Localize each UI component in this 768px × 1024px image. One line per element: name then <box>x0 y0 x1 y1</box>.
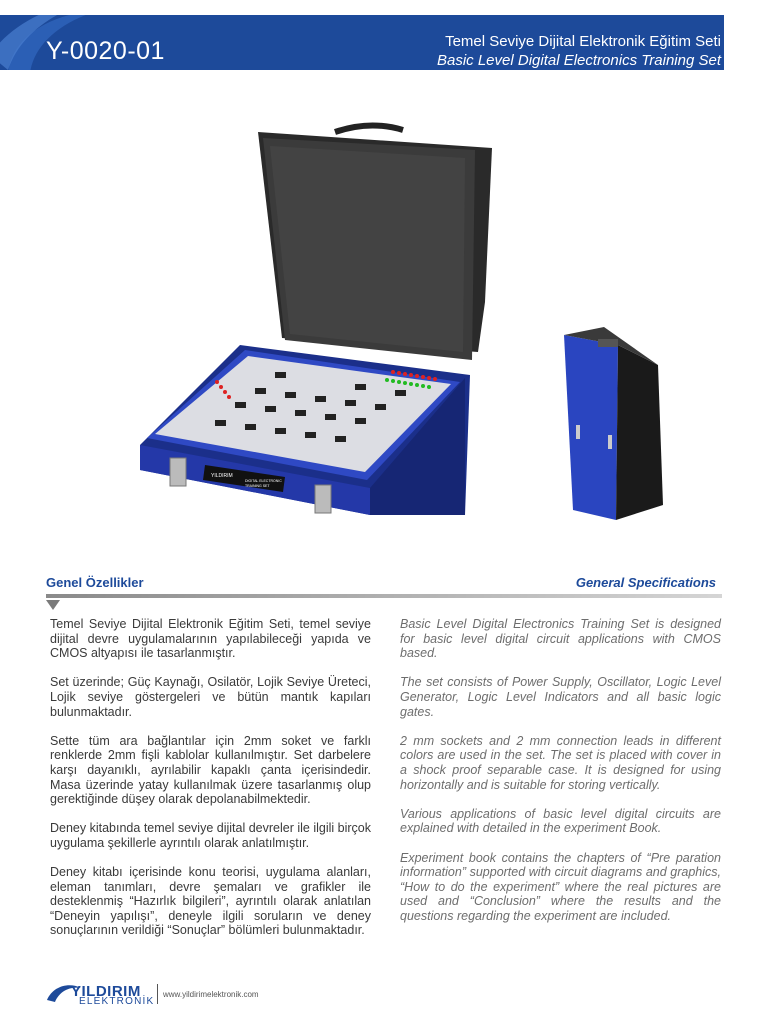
product-code: Y-0020-01 <box>46 37 165 65</box>
section-header <box>46 575 722 605</box>
title-turkish: Temel Seviye Dijital Elektronik Eğitim Seti <box>445 33 721 50</box>
turkish-paragraph-4: Deney kitabında temel seviye dijital devreler ile ilgili birçok uygulama şekillerle ayrıntılı olarak anlatılmıştır. <box>50 821 371 850</box>
footer-separator <box>157 984 158 1004</box>
english-column <box>400 617 721 938</box>
footer <box>45 982 345 1010</box>
section-label-english: General Specifications <box>575 575 716 590</box>
panel-brand: YILDIRIM <box>211 473 233 479</box>
header-banner <box>0 15 724 70</box>
turkish-column <box>50 617 371 953</box>
footer-website-link[interactable]: www.yildirimelektronik.com <box>163 990 259 999</box>
triangle-down-icon <box>46 600 60 610</box>
footer-brand-sub: ELEKTRONİK <box>79 996 155 1007</box>
panel-caption-2: TRAINING SET <box>245 484 270 488</box>
panel-caption-1: DIGITAL ELECTRONIC <box>245 479 282 483</box>
english-paragraph-5: Experiment book contains the chapters of “Pre paration information” supported with circuit diagrams and graphics, “How to do the experiment” where the real pictures are used and “Conclusion” where the results and the questions regarding the experiment are included. <box>400 850 721 923</box>
english-paragraph-1: Basic Level Digital Electronics Training Set is designed for basic level digital circuit applications with CMOS based. <box>400 617 721 661</box>
turkish-paragraph-5: Deney kitabı içerisinde konu teorisi, uygulama alanları, eleman tanımları, devre şemaları ve grafikler ile desteklenmiş “Hazırlık bilgileri”, ayrıntılı olarak anlatılan “Deneyin yapılışı”, deneyle ilgili soruların ve deney sonuçlarının verildiği “Sonuçlar” bölümleri bulunmaktadır. <box>50 865 371 938</box>
english-paragraph-2: The set consists of Power Supply, Oscillator, Logic Level Generator, Logic Level Indicators and all basic logic gates. <box>400 675 721 719</box>
english-paragraph-3: 2 mm sockets and 2 mm connection leads in different colors are used in the set. The set is placed with cover in a shock proof separable case. It is designed for using horizontally and is suitable for storing vertically. <box>400 733 721 792</box>
section-divider <box>46 594 722 598</box>
turkish-paragraph-1: Temel Seviye Dijital Elektronik Eğitim Seti, temel seviye dijital devre uygulamalarının yapılabileceği yapıda ve CMOS altyapısı ile tasarlanmıştır. <box>50 617 371 661</box>
product-photo-open-case <box>135 120 500 525</box>
turkish-paragraph-3: Sette tüm ara bağlantılar için 2mm soket ve farklı renklerde 2mm fişli kablolar kullanılmıştır. Set darbelere karşı dayanıklı, ayrılabilir kapaklı çanta içerisindedir. Masa üzerinde yatay kullanılmak üzere tasarlanmış olup gerektiğinde düşey olarak depolanabilmektedir. <box>50 733 371 807</box>
english-paragraph-4: Various applications of basic level digital circuits are explained with detailed in the experiment Book. <box>400 806 721 836</box>
title-english: Basic Level Digital Electronics Training Set <box>436 52 721 69</box>
section-label-turkish: Genel Özellikler <box>46 575 144 590</box>
turkish-paragraph-2: Set üzerinde; Güç Kaynağı, Osilatör, Lojik Seviye Üreteci, Lojik seviye göstergeleri ve bütün mantık kapıları bulunmaktadır. <box>50 675 371 719</box>
footer-brand: YILDIRIM <box>71 983 141 1000</box>
product-photo-closed-case <box>558 325 670 525</box>
